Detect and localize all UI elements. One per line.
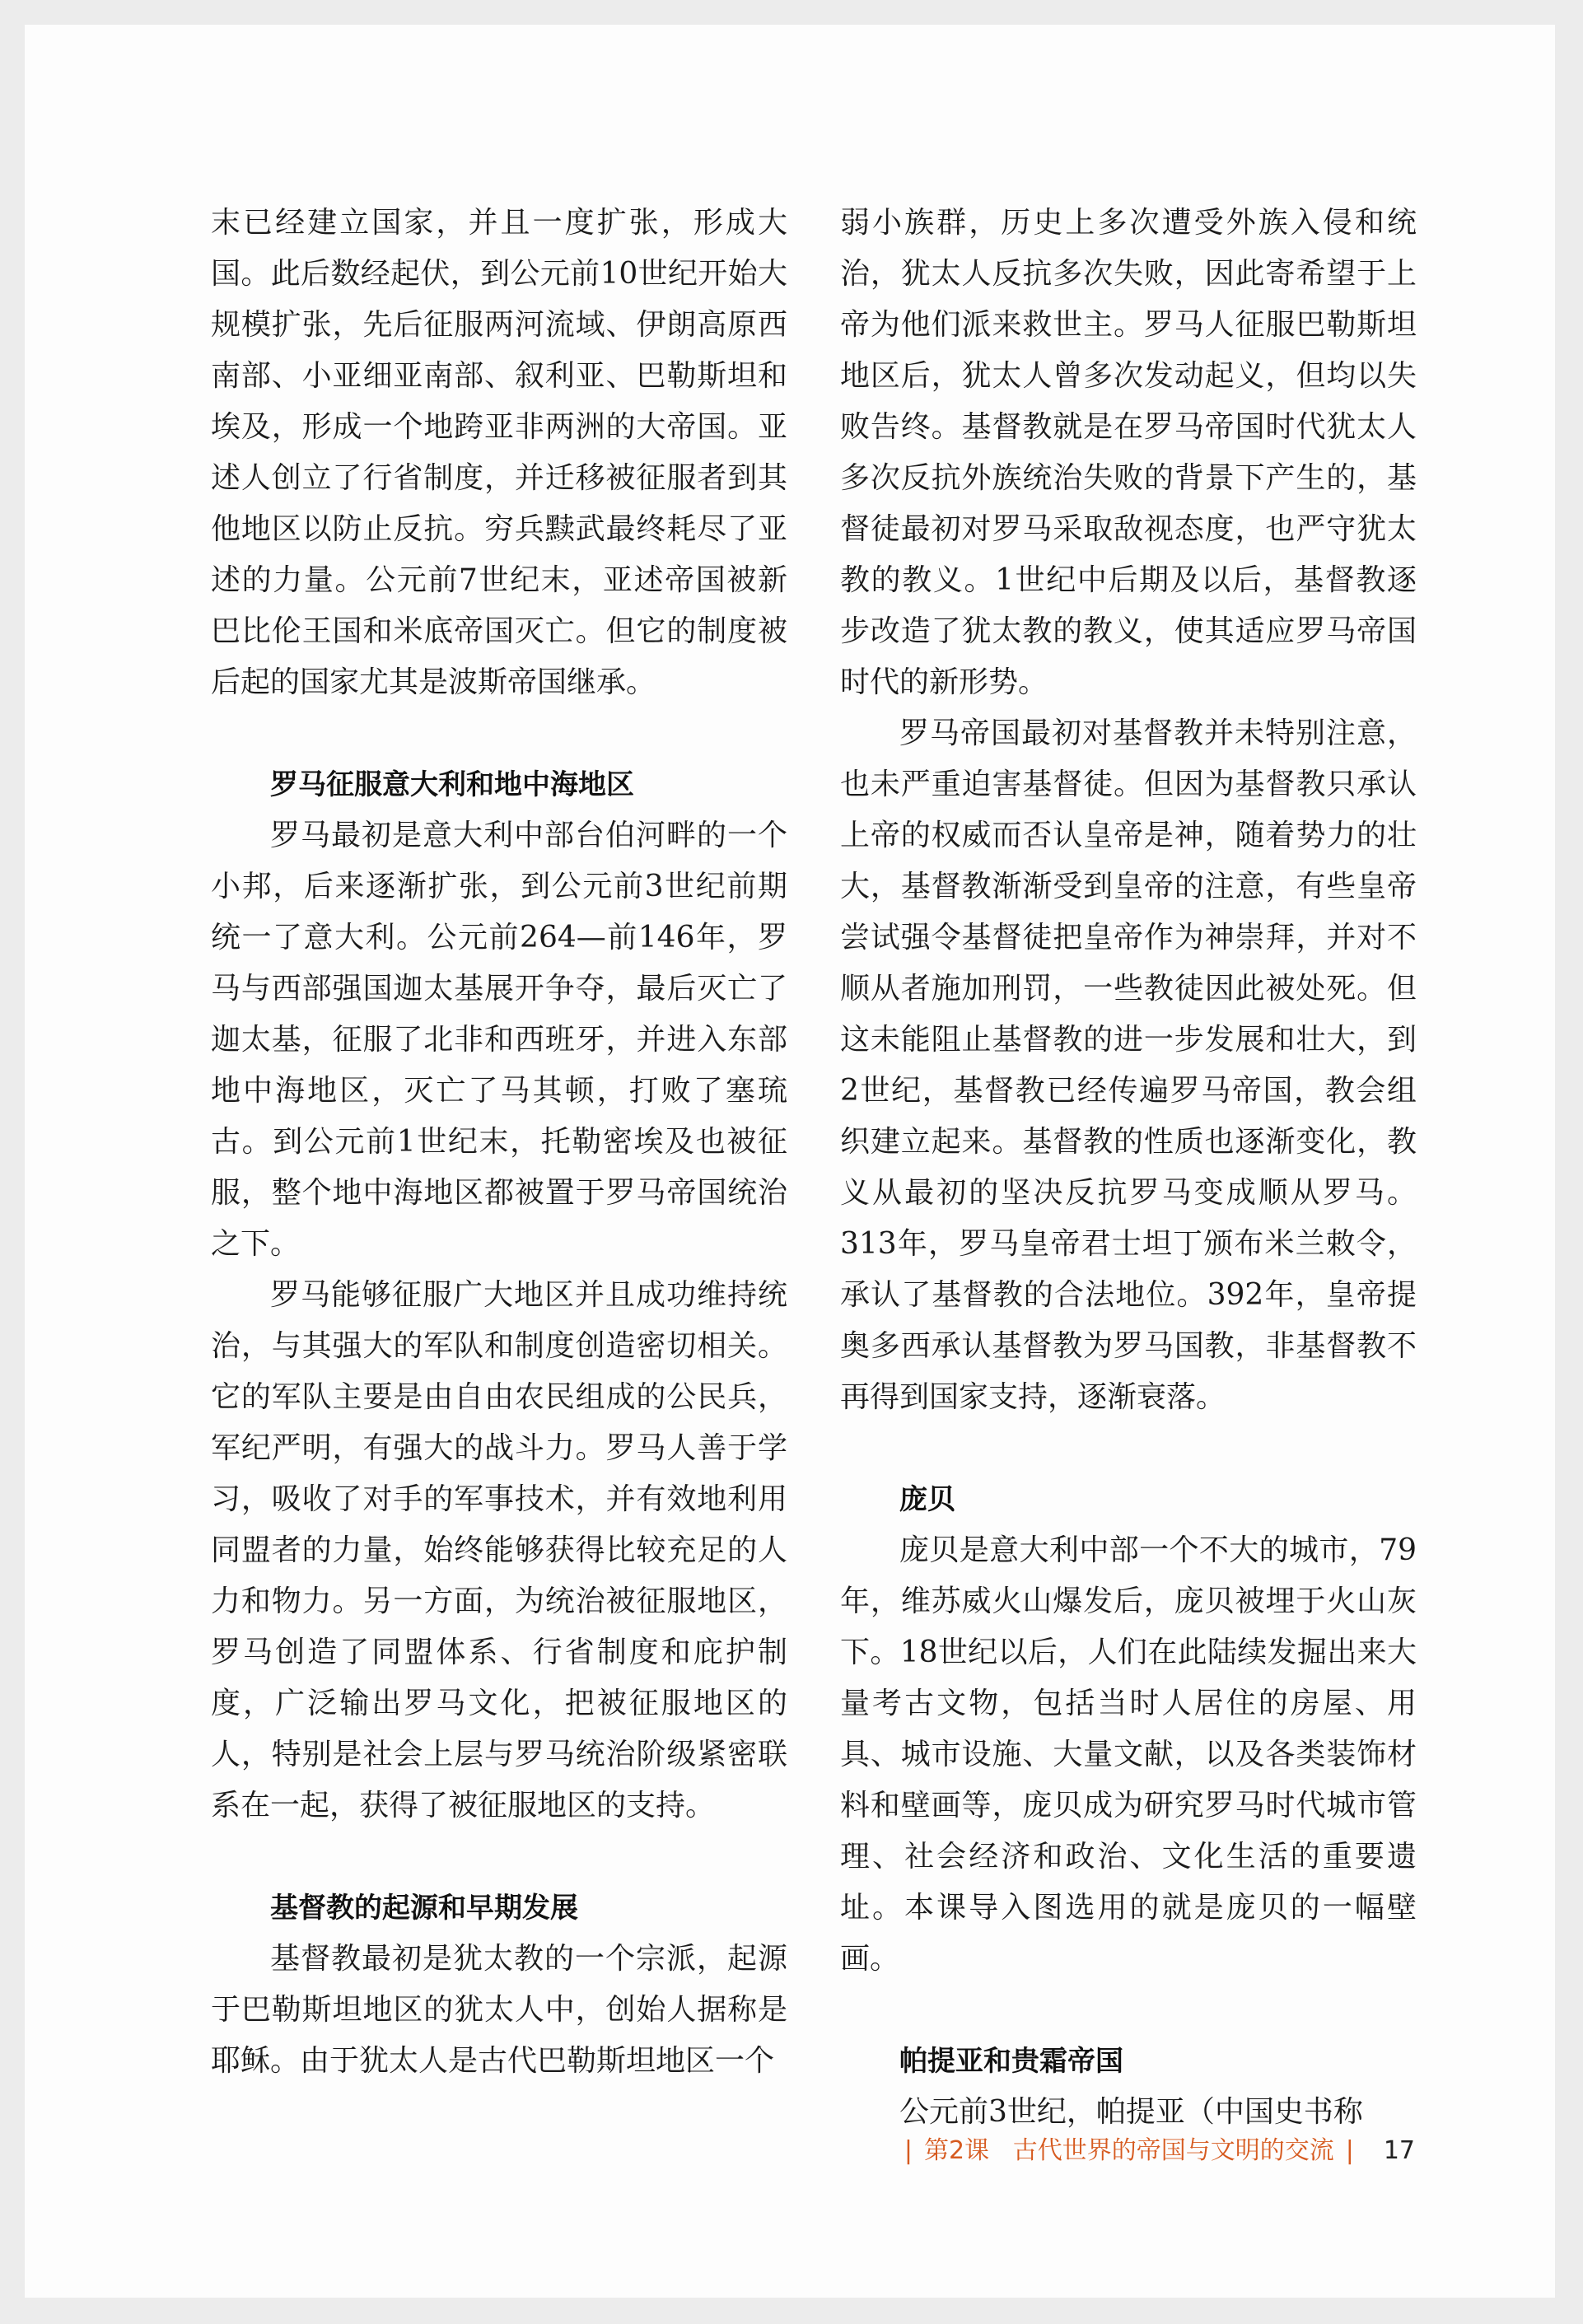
book-page	[25, 25, 1555, 2298]
right-column	[840, 198, 1417, 2138]
paragraph: 基督教最初是犹太教的一个宗派，起源于巴勒斯坦地区的犹太人中，创始人据称是耶稣。由于犹太人是古代巴勒斯坦地区一个	[211, 1942, 787, 2078]
footer-divider-right: |	[1345, 2136, 1354, 2165]
page-number: 17	[1383, 2136, 1415, 2165]
section-gap	[840, 1423, 1417, 1474]
footer-title: 古代世界的帝国与文明的交流	[1012, 2136, 1334, 2165]
section-gap	[211, 708, 787, 759]
left-column	[211, 198, 787, 2087]
paragraph: 弱小族群，历史上多次遭受外族入侵和统治，犹太人反抗多次失败，因此寄希望于上帝为他们派来救世主。罗马人征服巴勒斯坦地区后，犹太人曾多次发动起义，但均以失败告终。基督教就是在罗马帝国时代犹太人多次反抗外族统治失败的背景下产生的，基督徒最初对罗马采取敌视态度，也严守犹太教的教义。1世纪中后期及以后，基督教逐步改造了犹太教的教义，使其适应罗马帝国时代的新形势。	[840, 206, 1417, 699]
section-heading: 庞贝	[899, 1483, 955, 1516]
paragraph: 罗马能够征服广大地区并且成功维持统治，与其强大的军队和制度创造密切相关。它的军队主要是由自由农民组成的公民兵，军纪严明，有强大的战斗力。罗马人善于学习，吸收了对手的军事技术，并有效地利用同盟者的力量，始终能够获得比较充足的人力和物力。另一方面，为统治被征服地区，罗马创造了同盟体系、行省制度和庇护制度，广泛输出罗马文化，把被征服地区的人，特别是社会上层与罗马统治阶级紧密联系在一起，获得了被征服地区的支持。	[211, 1278, 787, 1822]
footer-lesson: 第2课	[924, 2136, 990, 2165]
section-heading: 基督教的起源和早期发展	[270, 1892, 578, 1925]
section-gap	[840, 1985, 1417, 2036]
paragraph: 罗马帝国最初对基督教并未特别注意，也未严重迫害基督徒。但因为基督教只承认上帝的权威而否认皇帝是神，随着势力的壮大，基督教渐渐受到皇帝的注意，有些皇帝尝试强令基督徒把皇帝作为神崇拜，并对不顺从者施加刑罚，一些教徒因此被处死。但这未能阻止基督教的进一步发展和壮大，到2世纪，基督教已经传遍罗马帝国，教会组织建立起来。基督教的性质也逐渐变化，教义从最初的坚决反抗罗马变成顺从罗马。313年，罗马皇帝君士坦丁颁布米兰敕令，承认了基督教的合法地位。392年，皇帝提奥多西承认基督教为罗马国教，非基督教不再得到国家支持，逐渐衰落。	[840, 716, 1417, 1414]
paragraph: 庞贝是意大利中部一个不大的城市，79年，维苏威火山爆发后，庞贝被埋于火山灰下。18世纪以后，人们在此陆续发掘出来大量考古文物，包括当时人居住的房屋、用具、城市设施、大量文献，以及各类装饰材料和壁画等，庞贝成为研究罗马时代城市管理、社会经济和政治、文化生活的重要遗址。本课导入图选用的就是庞贝的一幅壁画。	[840, 1533, 1417, 1976]
section-gap	[211, 1832, 787, 1883]
paragraph: 罗马最初是意大利中部台伯河畔的一个小邦，后来逐渐扩张，到公元前3世纪前期统一了意大利。公元前264—前146年，罗马与西部强国迦太基展开争夺，最后灭亡了迦太基，征服了北非和西班牙，并进入东部地中海地区，灭亡了马其顿，打败了塞琉古。到公元前1世纪末，托勒密埃及也被征服，整个地中海地区都被置于罗马帝国统治之下。	[211, 819, 787, 1261]
section-heading: 罗马征服意大利和地中海地区	[270, 768, 634, 801]
page-footer	[893, 2133, 1415, 2169]
footer-divider-left: |	[904, 2136, 913, 2165]
paragraph: 末已经建立国家，并且一度扩张，形成大国。此后数经起伏，到公元前10世纪开始大规模扩张，先后征服两河流域、伊朗高原西南部、小亚细亚南部、叙利亚、巴勒斯坦和埃及，形成一个地跨亚非两洲的大帝国。亚述人创立了行省制度，并迁移被征服者到其他地区以防止反抗。穷兵黩武最终耗尽了亚述的力量。公元前7世纪末，亚述帝国被新巴比伦王国和米底帝国灭亡。但它的制度被后起的国家尤其是波斯帝国继承。	[211, 206, 787, 699]
section-heading: 帕提亚和贵霜帝国	[899, 2045, 1123, 2078]
paragraph: 公元前3世纪，帕提亚（中国史书称	[899, 2095, 1363, 2129]
